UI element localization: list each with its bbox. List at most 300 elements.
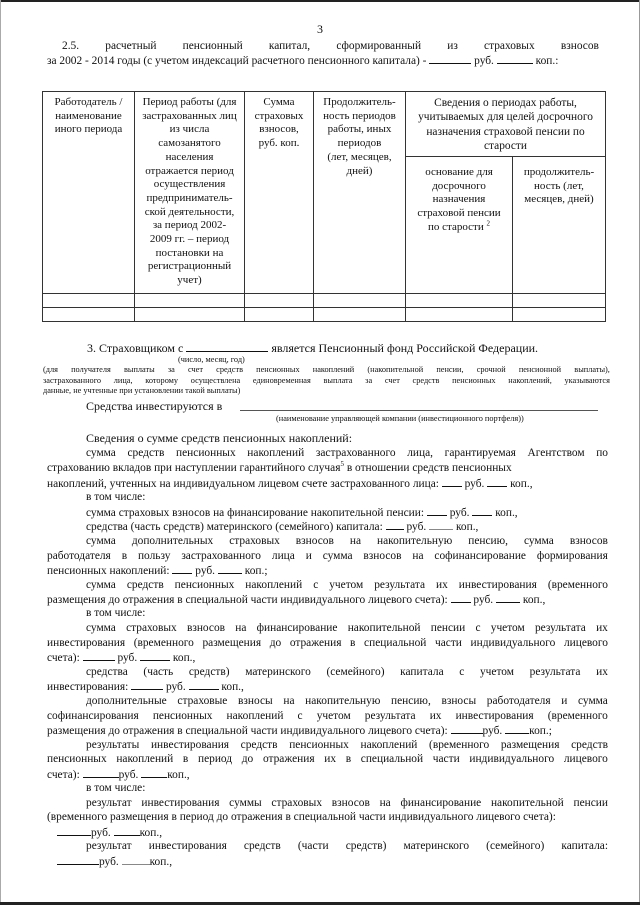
additional-with-result-line2 bbox=[47, 709, 608, 724]
kop-label: коп., bbox=[495, 507, 518, 519]
word: дополнительных bbox=[131, 535, 214, 547]
word: накоплений bbox=[116, 753, 174, 765]
word: пенсии, bbox=[436, 365, 464, 374]
word: средства bbox=[86, 666, 128, 678]
word: пользу bbox=[137, 550, 171, 562]
invested-label: Средства инвестируются в bbox=[86, 399, 223, 413]
word: пенсию, bbox=[468, 535, 508, 547]
word: учетом bbox=[490, 622, 525, 634]
header-line: из числа bbox=[169, 123, 210, 136]
table-cell[interactable] bbox=[314, 294, 406, 308]
header-line: Работодатель / bbox=[54, 96, 123, 108]
result-maternity-line1 bbox=[86, 839, 608, 854]
savings-heading-text: Сведения о сумме средств пенсионных накоплений: bbox=[86, 431, 353, 445]
header-line: старости bbox=[483, 140, 528, 153]
word: средств) bbox=[345, 840, 387, 852]
header-line: ской деятельности, bbox=[144, 205, 235, 218]
word: средств bbox=[412, 375, 440, 385]
additional-with-result-line3 bbox=[47, 723, 608, 739]
word: (накопительной bbox=[367, 365, 424, 374]
word: пенсионных bbox=[176, 447, 236, 459]
contrib-with-result-line3 bbox=[47, 650, 608, 666]
header-duration bbox=[314, 92, 406, 294]
word: взносов bbox=[560, 40, 599, 52]
word: капитал, bbox=[268, 40, 311, 52]
word: капитала bbox=[400, 666, 444, 678]
word: выплаты bbox=[123, 365, 155, 374]
maternity-with-result-line1 bbox=[86, 665, 608, 680]
kop-label: коп.; bbox=[529, 725, 552, 737]
word: из bbox=[447, 40, 458, 52]
word: пенсионных bbox=[152, 710, 213, 722]
word: учетом bbox=[329, 579, 364, 591]
word: учетом bbox=[316, 710, 351, 722]
maternity-with-result-rub-field[interactable] bbox=[131, 679, 163, 690]
additional-with-result-rub-field[interactable] bbox=[451, 723, 483, 734]
table-cell[interactable] bbox=[43, 294, 135, 308]
maternity-with-result-kop-field[interactable] bbox=[189, 679, 219, 690]
kop-label: коп., bbox=[522, 594, 546, 606]
word: (части bbox=[297, 840, 329, 852]
guaranteed-kop-field[interactable] bbox=[487, 476, 507, 487]
header-line: регистрационный bbox=[147, 260, 232, 273]
word: формирования bbox=[536, 550, 608, 562]
word: отражения bbox=[262, 753, 315, 765]
word: выплаты), bbox=[574, 365, 610, 374]
word: пенсионных bbox=[174, 579, 235, 591]
word: (временного bbox=[133, 637, 194, 649]
header-line: продолжитель- bbox=[523, 166, 595, 178]
word: размещения bbox=[500, 739, 560, 751]
table-cell[interactable] bbox=[135, 294, 245, 308]
word: инвестирования bbox=[150, 739, 230, 751]
word: накоплений bbox=[360, 739, 418, 751]
text-line bbox=[86, 534, 608, 549]
rub-label: руб. bbox=[117, 652, 138, 664]
word: (временного bbox=[547, 710, 608, 722]
word: инвестирования bbox=[458, 579, 537, 591]
including-3 bbox=[86, 781, 145, 796]
text-line bbox=[47, 549, 608, 564]
word: работодателя bbox=[486, 695, 551, 707]
word: по bbox=[596, 447, 608, 459]
header-line: отражается период bbox=[145, 164, 234, 177]
word: их bbox=[596, 666, 608, 678]
word: средств bbox=[571, 739, 608, 751]
word: взносов bbox=[295, 535, 334, 547]
text: размещения до отражения в специальной части индивидуального лицевого счета): bbox=[47, 594, 448, 606]
header-line: страховых bbox=[254, 109, 304, 122]
investment-results-rub-field[interactable] bbox=[83, 767, 119, 778]
header-early-duration bbox=[513, 157, 606, 294]
word: лицевого bbox=[563, 637, 608, 649]
text: пенсионных накоплений: bbox=[47, 565, 170, 577]
header-line: за период 2002- bbox=[152, 219, 227, 232]
text: размещения до отражения в специальной части индивидуального лицевого счета): bbox=[47, 725, 448, 737]
section-2-5-line2 bbox=[47, 53, 607, 69]
text: в том числе: bbox=[86, 491, 146, 503]
word: инвестирования bbox=[455, 710, 534, 722]
contrib-with-result-rub-field[interactable] bbox=[83, 650, 115, 661]
word: (временного bbox=[429, 739, 490, 751]
word: дополнительные bbox=[86, 695, 167, 707]
table-cell[interactable] bbox=[245, 294, 314, 308]
text-line bbox=[86, 446, 608, 461]
word: средств bbox=[240, 739, 278, 751]
kop-label: коп., bbox=[149, 856, 173, 868]
word: результат bbox=[86, 840, 132, 852]
word: на bbox=[235, 622, 247, 634]
word: получателя bbox=[71, 365, 111, 374]
insurer-prefix: 3. Страховщиком с bbox=[87, 341, 184, 355]
text: в том числе: bbox=[86, 782, 146, 794]
text-line bbox=[86, 665, 608, 680]
word: счет bbox=[187, 365, 203, 374]
word: застрахованного bbox=[315, 447, 396, 459]
note-line bbox=[43, 376, 610, 387]
word: и bbox=[305, 550, 312, 562]
word: работодателя bbox=[47, 550, 111, 562]
word: их bbox=[429, 710, 442, 722]
header-line: Продолжитель- bbox=[323, 96, 396, 108]
maternity-rub-field[interactable] bbox=[386, 519, 404, 530]
management-company-field[interactable] bbox=[240, 410, 598, 411]
kop-label: коп., bbox=[455, 521, 479, 533]
header-line: предприниматель- bbox=[146, 191, 233, 204]
word: страховых bbox=[271, 797, 323, 809]
table-cell[interactable] bbox=[513, 308, 606, 322]
table-cell[interactable] bbox=[43, 308, 135, 322]
word: застрахованного bbox=[181, 550, 262, 562]
word: взносов bbox=[331, 797, 370, 809]
header-line: Период работы (для bbox=[142, 96, 237, 108]
word: части bbox=[434, 637, 462, 649]
text-line bbox=[86, 738, 608, 753]
with-result-line1 bbox=[86, 578, 608, 593]
result-maternity-rub-field[interactable] bbox=[57, 854, 99, 865]
rub-label: руб. bbox=[473, 594, 494, 606]
word: их bbox=[436, 579, 448, 591]
rub-label: руб. bbox=[449, 507, 470, 519]
footnote-marker: 2 bbox=[486, 219, 490, 228]
contrib-funded-kop-field[interactable] bbox=[472, 505, 492, 516]
word: взносы bbox=[238, 695, 273, 707]
header-line: назначения страховой пенсии по bbox=[426, 125, 585, 138]
page-number: 3 bbox=[317, 22, 323, 36]
word: индивидуального bbox=[470, 637, 556, 649]
with-result-rub-field[interactable] bbox=[451, 592, 471, 603]
word: страховых bbox=[484, 40, 535, 52]
word: расчетный bbox=[105, 40, 157, 52]
table-cell[interactable] bbox=[513, 294, 606, 308]
header-line: основание для bbox=[425, 166, 493, 178]
text-line: (временного размещения в период до отражения в специальной части индивидуального лицевого счета): bbox=[47, 811, 556, 823]
word: финансирование bbox=[256, 622, 338, 634]
word: взносов bbox=[186, 622, 226, 634]
word: (часть bbox=[143, 666, 174, 678]
header-line: Сумма bbox=[263, 96, 295, 108]
word: результата bbox=[534, 622, 586, 634]
maternity-with-result-line2 bbox=[47, 679, 608, 695]
word: пенсионной bbox=[518, 365, 562, 374]
header-line: постановки на bbox=[155, 246, 224, 259]
text: в том числе: bbox=[86, 607, 146, 619]
table-cell[interactable] bbox=[406, 294, 513, 308]
result-maternity-line2 bbox=[57, 854, 357, 870]
text: накоплений, учтенных на индивидуальном лицевом счете застрахованного лица: bbox=[47, 478, 439, 490]
header-line: застрахованных лиц bbox=[142, 109, 237, 122]
header-line: иного периода bbox=[54, 123, 123, 136]
rub-label: руб. bbox=[195, 565, 216, 577]
word: пенсию, bbox=[391, 695, 431, 707]
word: в bbox=[121, 550, 128, 562]
additional-rub-field[interactable] bbox=[172, 563, 192, 574]
word: с bbox=[313, 579, 319, 591]
header-contributions bbox=[245, 92, 314, 294]
word: (семейного) bbox=[326, 666, 385, 678]
header-line: назначения bbox=[432, 193, 486, 206]
word: средств bbox=[126, 579, 164, 591]
additional-with-result-kop-field[interactable] bbox=[505, 723, 529, 734]
rub-label: руб. bbox=[91, 827, 111, 839]
kop-label: коп., bbox=[221, 681, 244, 693]
note-line bbox=[43, 365, 610, 376]
word: на bbox=[379, 797, 391, 809]
word: осуществлена bbox=[190, 375, 241, 385]
word: капитала: bbox=[561, 840, 608, 852]
word: с bbox=[459, 666, 465, 678]
with-result-kop-field[interactable] bbox=[496, 592, 520, 603]
word: инвестирования bbox=[148, 840, 227, 852]
word: единовременная bbox=[252, 375, 311, 385]
date-caption: (число, месяц, год) bbox=[178, 355, 245, 364]
word: индивидуального bbox=[469, 753, 555, 765]
text-line bbox=[86, 578, 608, 593]
word: в bbox=[182, 753, 189, 765]
page-left-edge bbox=[0, 0, 1, 905]
insurer-suffix: является Пенсионный фонд Российской Федерации. bbox=[271, 341, 539, 355]
section-2-5-line1 bbox=[62, 39, 599, 54]
investment-results-line1 bbox=[86, 738, 608, 753]
word: сумма bbox=[523, 535, 554, 547]
header-line: по старости bbox=[428, 220, 484, 233]
contrib-with-result-line2 bbox=[47, 636, 608, 651]
word: взносы bbox=[441, 695, 477, 707]
kop-label: коп., bbox=[172, 652, 196, 664]
additional-kop-field[interactable] bbox=[218, 563, 242, 574]
result-contrib-line1 bbox=[86, 796, 608, 811]
word: результата bbox=[364, 710, 416, 722]
word: пенсии bbox=[430, 622, 466, 634]
text-line bbox=[86, 621, 608, 636]
header-line: ность (лет, bbox=[534, 179, 584, 192]
word: накопительной bbox=[490, 797, 564, 809]
word: застрахованного bbox=[43, 375, 102, 385]
additional-with-result-line1 bbox=[86, 694, 608, 709]
header-line: Сведения о периодах работы, bbox=[434, 97, 577, 109]
word: пенсионных bbox=[452, 375, 496, 385]
word: результата bbox=[374, 579, 426, 591]
word: накопительной bbox=[347, 622, 421, 634]
section-2-5-text: за 2002 - 2014 годы (с учетом индексаций расчетного пенсионного капитала) - bbox=[47, 55, 427, 67]
table-cell[interactable] bbox=[406, 308, 513, 322]
text-line bbox=[86, 694, 608, 709]
word: которому bbox=[145, 375, 179, 385]
guaranteed-line2 bbox=[47, 461, 608, 476]
header-line: взносов, bbox=[259, 123, 299, 136]
header-line: досрочного bbox=[432, 179, 486, 192]
capital-kop-field[interactable] bbox=[497, 53, 533, 64]
text: средства (часть средств) материнского (семейного) капитала: bbox=[86, 521, 383, 533]
table-row bbox=[43, 308, 606, 322]
word: за bbox=[365, 375, 373, 385]
investment-results-line2 bbox=[47, 752, 608, 767]
word: сумма bbox=[86, 579, 116, 591]
insurer-note bbox=[43, 365, 610, 397]
word: пенсионных bbox=[47, 753, 107, 765]
capital-rub-field[interactable] bbox=[429, 53, 471, 64]
header-line: наименование bbox=[55, 109, 122, 122]
word: сумма bbox=[86, 535, 116, 547]
word: накоплений bbox=[226, 710, 284, 722]
header-line: периодов bbox=[337, 137, 382, 150]
including-2 bbox=[86, 606, 145, 621]
word: результат bbox=[86, 797, 132, 809]
word: средств bbox=[127, 447, 165, 459]
header-work-period bbox=[135, 92, 245, 294]
header-line: самозанятого bbox=[158, 137, 221, 150]
rub-label: руб. bbox=[118, 769, 139, 781]
word: накоплений bbox=[245, 579, 303, 591]
word: в bbox=[345, 753, 352, 765]
table-cell[interactable] bbox=[135, 308, 245, 322]
result-contrib-line2 bbox=[47, 810, 608, 825]
maternity-line bbox=[86, 519, 606, 535]
rub-label: руб. bbox=[464, 478, 485, 490]
word: выплата bbox=[323, 375, 353, 385]
word: размещения bbox=[202, 637, 262, 649]
header-early-retirement-group bbox=[406, 92, 606, 157]
kop-label: коп., bbox=[139, 827, 163, 839]
investment-results-kop-field[interactable] bbox=[141, 767, 167, 778]
savings-heading bbox=[86, 431, 606, 446]
footnote-marker: 5 bbox=[340, 460, 344, 469]
word: суммы bbox=[229, 797, 262, 809]
word: сумма bbox=[578, 695, 608, 707]
word: их bbox=[596, 622, 608, 634]
word: Агентством bbox=[527, 447, 585, 459]
word: до bbox=[241, 753, 254, 765]
word: части bbox=[432, 753, 460, 765]
word: результаты bbox=[86, 739, 140, 751]
word: (временного bbox=[547, 579, 608, 591]
text: сумма страховых взносов на финансирование накопительной пенсии: bbox=[86, 507, 425, 519]
word: период bbox=[197, 753, 233, 765]
word: сформированный bbox=[336, 40, 422, 52]
header-line: страховой пенсии bbox=[417, 207, 501, 220]
word: до bbox=[269, 637, 282, 649]
word: гарантируемая bbox=[444, 447, 516, 459]
word: сумма bbox=[86, 622, 116, 634]
text: инвестирования: bbox=[47, 681, 129, 693]
text-line bbox=[86, 839, 608, 854]
guaranteed-rub-field[interactable] bbox=[442, 476, 462, 487]
page-top-edge bbox=[0, 0, 640, 2]
including-1 bbox=[86, 490, 145, 505]
table-cell[interactable] bbox=[314, 308, 406, 322]
word: счет bbox=[384, 375, 400, 385]
header-line: месяцев, дней) bbox=[524, 193, 594, 206]
insurer-line bbox=[87, 341, 607, 356]
word: страховые bbox=[177, 695, 228, 707]
header-line: учитываемых для целей досрочного bbox=[418, 111, 593, 124]
word: софинансирования bbox=[47, 710, 139, 722]
guaranteed-line1 bbox=[86, 446, 608, 461]
word: софинансирование bbox=[434, 550, 526, 562]
text-line bbox=[47, 752, 608, 767]
header-line: ность периодов bbox=[323, 109, 396, 122]
word: инвестирования bbox=[141, 797, 220, 809]
word: учетом bbox=[479, 666, 514, 678]
kop-label: коп., bbox=[510, 478, 533, 490]
header-line: населения bbox=[165, 150, 214, 163]
word: накопительную bbox=[377, 535, 453, 547]
word: на bbox=[349, 535, 362, 547]
table-cell[interactable] bbox=[245, 308, 314, 322]
word: взносов bbox=[363, 550, 402, 562]
rub-label: руб. bbox=[482, 725, 503, 737]
result-contrib-rub-field[interactable] bbox=[57, 825, 91, 836]
word: лица bbox=[271, 550, 295, 562]
header-line: учет) bbox=[177, 274, 202, 287]
contrib-with-result-kop-field[interactable] bbox=[140, 650, 170, 661]
word: 2.5. bbox=[62, 40, 80, 52]
word: в bbox=[350, 637, 356, 649]
word: за bbox=[167, 365, 175, 374]
maternity-kop-field[interactable] bbox=[429, 519, 453, 530]
word: (для bbox=[43, 365, 58, 374]
word: инвестирования bbox=[47, 637, 126, 649]
header-employer bbox=[43, 92, 135, 294]
word: и bbox=[561, 695, 568, 707]
text: счета): bbox=[47, 769, 80, 781]
header-line: руб. коп. bbox=[258, 137, 300, 150]
word: материнского bbox=[245, 666, 311, 678]
result-contrib-kop-field[interactable] bbox=[114, 825, 140, 836]
text-line bbox=[47, 709, 608, 724]
insurer-date-field[interactable] bbox=[186, 341, 268, 352]
contrib-funded-rub-field[interactable] bbox=[427, 505, 447, 516]
rub-label: руб. bbox=[99, 856, 119, 868]
result-maternity-kop-field[interactable] bbox=[122, 854, 150, 865]
word: пенсионных bbox=[289, 739, 349, 751]
word: лица, bbox=[407, 447, 433, 459]
additional-line1 bbox=[86, 534, 608, 549]
word: страховых bbox=[229, 535, 280, 547]
word: с bbox=[297, 710, 303, 722]
word: специальной bbox=[364, 637, 427, 649]
rub-label: руб. bbox=[474, 55, 494, 67]
word: на bbox=[283, 695, 295, 707]
text: счета): bbox=[47, 652, 80, 664]
text-line bbox=[47, 636, 608, 651]
additional-line3 bbox=[47, 563, 608, 579]
word: лицевого bbox=[563, 753, 608, 765]
word: взносов bbox=[569, 535, 608, 547]
word: на bbox=[412, 550, 424, 562]
work-periods-table bbox=[42, 91, 606, 322]
word: указываются bbox=[564, 375, 610, 385]
